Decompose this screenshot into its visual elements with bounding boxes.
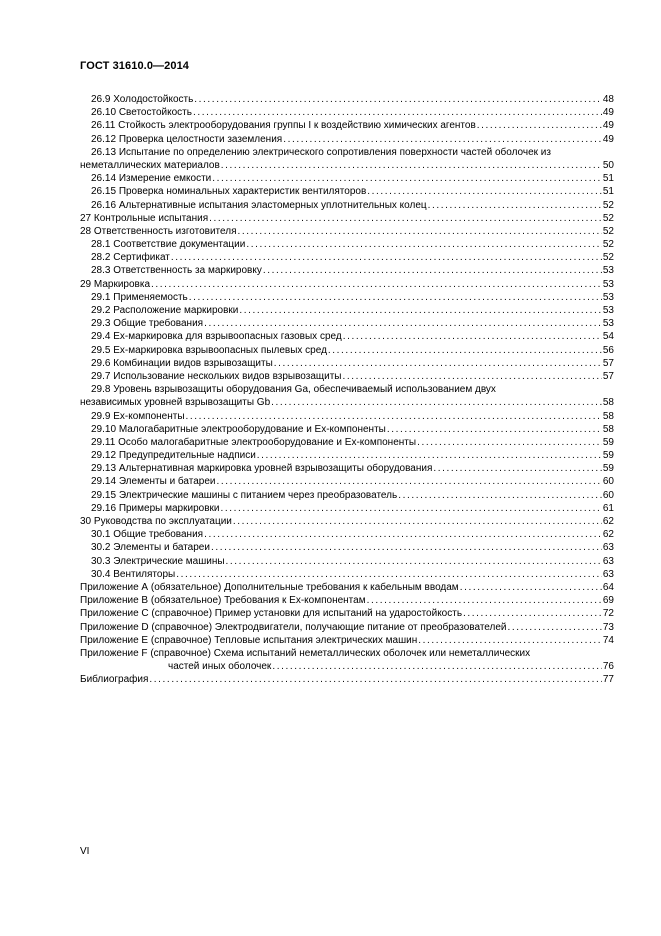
toc-entry[interactable]: [80, 146, 614, 172]
document-header: ГОСТ 31610.0—2014: [80, 60, 190, 72]
toc-entry-number: 29.6: [91, 357, 111, 369]
toc-entry-title: Элементы и батареи: [113, 542, 210, 554]
toc-entry-title: Приложение D (справочное) Электродвигатели, получающие питание от преобразователей: [80, 621, 507, 633]
toc-entry-number: 26.13: [91, 146, 117, 158]
toc-entry-title: Альтернативная маркировка уровней взрывозащиты оборудования: [118, 463, 433, 475]
dot-leader: [418, 634, 602, 647]
dot-leader: [433, 462, 601, 475]
toc-entry[interactable]: [80, 489, 614, 502]
toc-entry-title: Приложение С (справочное) Пример установки для испытаний на ударостойкость: [80, 608, 463, 620]
toc-entry-title: Контрольные испытания: [93, 212, 209, 224]
toc-entry[interactable]: [80, 106, 614, 119]
dot-leader: [274, 357, 602, 370]
dot-leader: [328, 344, 602, 357]
toc-entry-title: частей иных оболочек: [168, 661, 272, 673]
dot-leader: [272, 660, 602, 673]
toc-entry[interactable]: [80, 238, 614, 251]
toc-entry-title: Приложение В (обязательное) Требования к Ex-компонентам: [80, 595, 366, 607]
toc-entry-number: 29.8: [91, 384, 111, 396]
toc-entry-title: Маркировка: [93, 278, 151, 290]
toc-entry[interactable]: [80, 502, 614, 515]
toc-entry[interactable]: [80, 370, 614, 383]
toc-entry-page: 56: [602, 344, 614, 356]
toc-entry-number: 28.1: [91, 239, 111, 251]
toc-entry-title: Светостойкость: [118, 107, 192, 119]
toc-entry[interactable]: [80, 621, 614, 634]
toc-entry[interactable]: [80, 251, 614, 264]
toc-entry-page: 61: [602, 502, 614, 514]
toc-entry-title: Стойкость электрооборудования группы I к воздействию химических агентов: [118, 120, 476, 132]
toc-entry-page: 76: [602, 661, 614, 673]
toc-entry[interactable]: [80, 423, 614, 436]
toc-entry-title: Электрические машины: [113, 555, 225, 567]
toc-entry-number: 30.4: [91, 568, 111, 580]
toc-entry-number: 26.9: [91, 94, 111, 105]
toc-entry-title: Особо малогабаритные электрооборудование и Ex-компоненты: [118, 436, 417, 448]
toc-entry[interactable]: [80, 317, 614, 330]
dot-leader: [171, 251, 602, 264]
toc-entry[interactable]: [80, 594, 614, 607]
toc-entry[interactable]: [80, 449, 614, 462]
toc-entry[interactable]: [80, 133, 614, 146]
toc-entry-number: 26.12: [91, 133, 117, 145]
toc-entry-title: Приложение А (обязательное) Дополнительные требования к кабельным вводам: [80, 581, 459, 593]
toc-entry-page: 59: [602, 436, 614, 448]
toc-entry-page: 69: [602, 595, 614, 607]
toc-entry[interactable]: [80, 172, 614, 185]
toc-entry[interactable]: [80, 555, 614, 568]
toc-entry-number: 29: [80, 278, 92, 290]
toc-entry-title: Общие требования: [113, 529, 204, 541]
toc-entry-title: неметаллических материалов: [80, 159, 220, 171]
toc-entry[interactable]: [80, 541, 614, 554]
toc-entry-number: 27: [80, 212, 92, 224]
dot-leader: [417, 436, 602, 449]
toc-entry-page: 63: [602, 542, 614, 554]
toc-entry-title: Малогабаритные электрооборудование и Ex-компоненты: [118, 423, 386, 435]
toc-entry-number: 28.3: [91, 265, 111, 277]
dot-leader: [257, 449, 602, 462]
toc-entry-page: 52: [602, 212, 614, 224]
toc-entry-number: 29.12: [91, 450, 117, 462]
dot-leader: [194, 93, 602, 106]
toc-entry-number: 29.13: [91, 463, 117, 475]
toc-entry[interactable]: [80, 410, 614, 423]
toc-entry-title: Использование нескольких видов взрывозащиты: [113, 370, 342, 382]
toc-entry[interactable]: [80, 199, 614, 212]
toc-entry-title: Руководства по эксплуатации: [93, 516, 232, 527]
toc-entry-page: 53: [602, 305, 614, 316]
toc-entry-number: 30.2: [91, 542, 111, 554]
toc-entry-page: 72: [602, 608, 614, 620]
dot-leader: [193, 106, 602, 119]
dot-leader: [343, 330, 602, 343]
dot-leader: [186, 410, 602, 423]
toc-entry-title: Проверка номинальных характеристик вентиляторов: [118, 186, 367, 198]
toc-entry-page: 60: [602, 489, 614, 501]
toc-entry-number: 28.2: [91, 252, 111, 264]
toc-entry-title: Примеры маркировки: [118, 502, 220, 514]
toc-entry-title: Элементы и батареи: [118, 476, 216, 488]
toc-entry-title-first-line: Приложение F (справочное) Схема испытаний неметаллических оболочек или неметаллических: [80, 647, 531, 659]
dot-leader: [387, 423, 602, 436]
toc-entry-number: 29.16: [91, 502, 117, 514]
toc-entry-title: Соответствие документации: [113, 239, 246, 251]
toc-entry[interactable]: [80, 185, 614, 198]
dot-leader: [221, 159, 602, 172]
dot-leader: [463, 607, 602, 620]
toc-entry[interactable]: [80, 93, 614, 106]
toc-entry-page: 52: [602, 239, 614, 251]
toc-entry-page: 63: [602, 568, 614, 580]
toc-entry[interactable]: [80, 291, 614, 304]
toc-entry-page: 58: [602, 397, 614, 409]
dot-leader: [204, 528, 602, 541]
dot-leader: [398, 489, 602, 502]
dot-leader: [149, 673, 601, 686]
toc-entry-number: 30: [80, 516, 92, 527]
toc-entry-title: независимых уровней взрывозащиты Gb: [80, 397, 271, 409]
toc-entry[interactable]: [80, 568, 614, 581]
dot-leader: [367, 594, 602, 607]
dot-leader: [209, 212, 602, 225]
toc-entry-page: 51: [602, 186, 614, 198]
toc-entry[interactable]: [80, 278, 614, 291]
toc-entry-title: Применяемость: [113, 291, 188, 303]
toc-entry-number: 29.15: [91, 489, 117, 501]
dot-leader: [220, 502, 601, 515]
toc-entry[interactable]: [80, 264, 614, 277]
toc-entry-page: 52: [602, 252, 614, 264]
toc-entry-title: Предупредительные надписи: [118, 450, 256, 462]
dot-leader: [238, 225, 602, 238]
toc-entry[interactable]: [80, 607, 614, 620]
toc-entry[interactable]: [80, 304, 614, 317]
toc-entry[interactable]: [80, 330, 614, 343]
toc-entry-number: 29.5: [91, 344, 111, 356]
toc-entry[interactable]: [80, 673, 614, 686]
toc-entry-page: 49: [602, 107, 614, 119]
toc-entry-page: 53: [602, 318, 614, 330]
toc-entry-page: 64: [602, 581, 614, 593]
toc-entry-title: Альтернативные испытания эластомерных уплотнительных колец: [118, 199, 427, 211]
toc-entry-page: 58: [602, 410, 614, 422]
toc-entry[interactable]: [80, 212, 614, 225]
toc-entry-number: 30.3: [91, 555, 111, 567]
toc-entry-number: 29.4: [91, 331, 111, 343]
toc-entry-page: 53: [602, 291, 614, 303]
toc-entry-title: Общие требования: [113, 318, 204, 330]
toc-entry-title: Приложение E (справочное) Тепловые испытания электрических машин: [80, 634, 418, 646]
toc-entry-page: 57: [602, 370, 614, 382]
toc-entry[interactable]: [80, 515, 614, 528]
toc-entry-title: Комбинации видов взрывозащиты: [113, 357, 273, 369]
toc-entry-page: 49: [602, 120, 614, 132]
toc-entry-title: Библиография: [80, 674, 149, 686]
dot-leader: [239, 304, 602, 317]
dot-leader: [342, 370, 601, 383]
toc-entry-page: 52: [602, 199, 614, 211]
toc-entry-number: 26.10: [91, 107, 117, 119]
toc-entry-page: 49: [602, 133, 614, 145]
toc-entry-number: 29.14: [91, 476, 117, 488]
toc-entry[interactable]: [80, 634, 614, 647]
toc-entry-number: 29.11: [91, 436, 116, 448]
toc-entry-page: 54: [602, 331, 614, 343]
toc-entry-page: 63: [602, 555, 614, 567]
toc-entry-page: 59: [602, 450, 614, 462]
dot-leader: [211, 541, 602, 554]
dot-leader: [428, 199, 602, 212]
toc-entry[interactable]: [80, 528, 614, 541]
toc-entry-title: Ex-маркировка взрывоопасных пылевых сред: [113, 344, 327, 356]
toc-entry-title: Сертификат: [113, 252, 170, 264]
toc-entry[interactable]: [80, 462, 614, 475]
toc-entry-number: 29.10: [91, 423, 117, 435]
dot-leader: [263, 264, 602, 277]
toc-entry-page: 58: [602, 423, 614, 435]
toc-entry[interactable]: [80, 225, 614, 238]
toc-entry-page: 73: [602, 621, 614, 633]
toc-entry-page: 59: [602, 463, 614, 475]
toc-entry-page: 53: [602, 265, 614, 277]
toc-entry[interactable]: [80, 647, 614, 673]
toc-entry[interactable]: [80, 475, 614, 488]
dot-leader: [212, 172, 602, 185]
toc-entry-number: 29.9: [91, 410, 111, 422]
toc-entry[interactable]: [80, 344, 614, 357]
toc-entry[interactable]: [80, 357, 614, 370]
dot-leader: [508, 621, 602, 634]
dot-leader: [176, 568, 602, 581]
toc-entry-title: Ответственность за маркировку: [113, 265, 262, 277]
dot-leader: [246, 238, 602, 251]
toc-entry-page: 62: [602, 516, 614, 527]
toc-entry-number: 29.7: [91, 370, 111, 382]
toc-entry-number: 29.2: [91, 305, 111, 316]
toc-entry-page: 57: [602, 357, 614, 369]
toc-entry-page: 77: [602, 674, 614, 686]
toc-entry-number: 29.1: [91, 291, 111, 303]
toc-entry-page: 48: [602, 94, 614, 105]
dot-leader: [233, 515, 602, 528]
dot-leader: [226, 555, 602, 568]
toc-entry-title-first-line: Испытание по определению электрического сопротивления поверхности частей оболочек из: [118, 146, 551, 158]
dot-leader: [204, 317, 602, 330]
toc-entry-title: Вентиляторы: [113, 568, 176, 580]
toc-entry-number: 30.1: [91, 529, 111, 541]
toc-entry-page: 51: [602, 173, 614, 185]
toc-entry-title: Измерение емкости: [118, 173, 212, 185]
toc-entry-page: 50: [602, 159, 614, 171]
dot-leader: [460, 581, 602, 594]
toc-entry-page: 53: [602, 278, 614, 290]
table-of-contents: [80, 93, 614, 686]
dot-leader: [217, 475, 602, 488]
toc-entry-page: 60: [602, 476, 614, 488]
dot-leader: [151, 278, 602, 291]
page-number: VI: [80, 846, 90, 857]
toc-entry-title: Проверка целостности заземления: [118, 133, 283, 145]
dot-leader: [477, 119, 602, 132]
toc-entry-title: Ответственность изготовителя: [93, 225, 237, 237]
toc-entry-title: Ex-компоненты: [113, 410, 185, 422]
toc-entry[interactable]: [80, 383, 614, 409]
toc-entry-number: 26.15: [91, 186, 117, 198]
dot-leader: [271, 396, 602, 409]
toc-entry-page: 74: [602, 634, 614, 646]
dot-leader: [189, 291, 602, 304]
toc-entry[interactable]: [80, 581, 614, 594]
dot-leader: [367, 185, 602, 198]
toc-entry-number: 29.3: [91, 318, 111, 330]
toc-entry-title: Расположение маркировки: [113, 305, 239, 316]
toc-entry-title: Электрические машины с питанием через преобразователь: [118, 489, 398, 501]
toc-entry-number: 26.11: [91, 120, 116, 132]
toc-entry-number: 26.14: [91, 173, 117, 185]
toc-entry-number: 26.16: [91, 199, 117, 211]
toc-entry[interactable]: [80, 119, 614, 132]
toc-entry-title: Холодостойкость: [113, 94, 194, 105]
toc-entry-number: 28: [80, 225, 92, 237]
toc-entry[interactable]: [80, 436, 614, 449]
toc-entry-page: 52: [602, 225, 614, 237]
toc-entry-title: Ex-маркировка для взрывоопасных газовых сред: [113, 331, 342, 343]
toc-entry-title-first-line: Уровень взрывозащиты оборудования Ga, обеспечиваемый использованием двух: [113, 384, 496, 396]
toc-entry-page: 62: [602, 529, 614, 541]
dot-leader: [283, 133, 602, 146]
